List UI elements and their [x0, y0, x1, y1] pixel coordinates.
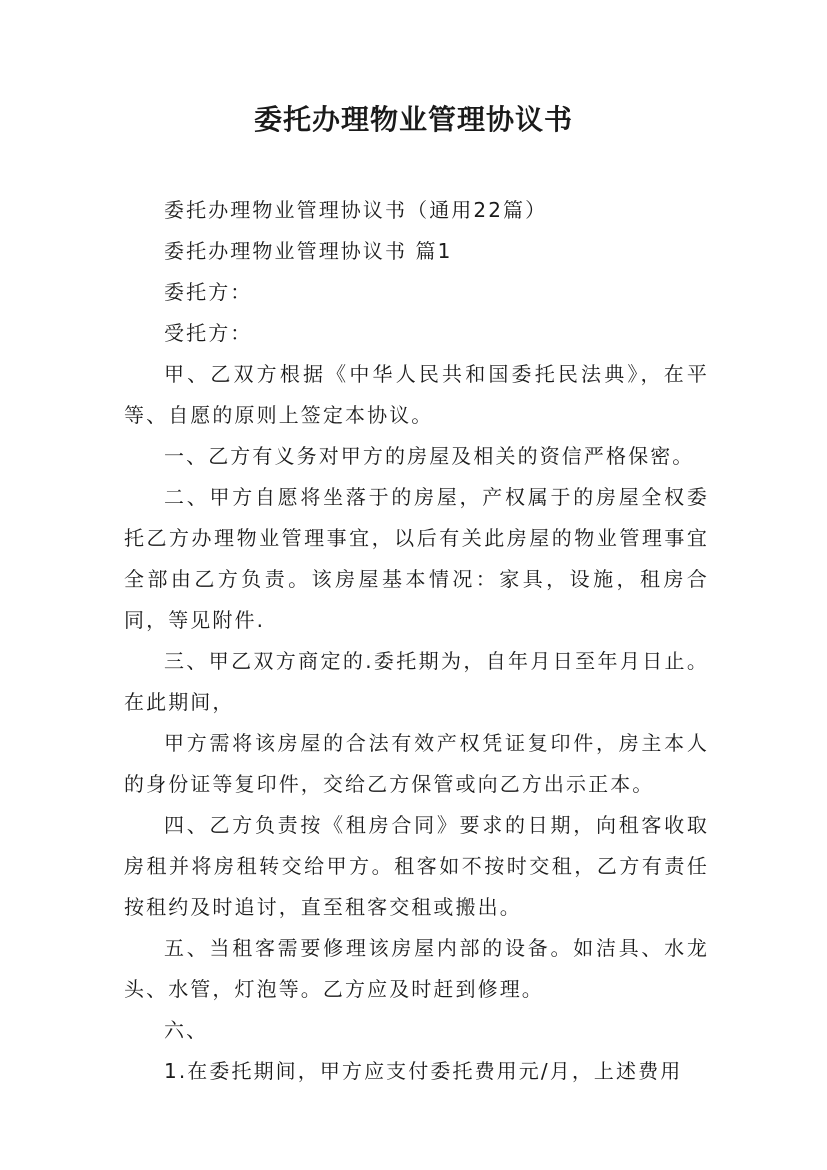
paragraph-clause-6-item-1: 1.在委托期间，甲方应支付委托费用元/月，上述费用	[164, 1059, 683, 1083]
paragraph-clause-3-detail: 甲方需将该房屋的合法有效产权凭证复印件，房主本人的身份证等复印件，交给乙方保管或向乙方出示正本。	[124, 731, 709, 796]
paragraph-clause-6: 六、	[164, 1018, 209, 1042]
paragraph-preamble: 甲、乙双方根据《中华人民共和国委托民法典》，在平等、自愿的原则上签定本协议。	[124, 362, 709, 427]
document-body	[124, 190, 709, 1092]
paragraph-principal: 委托方：	[164, 280, 253, 304]
paragraph-subtitle: 委托办理物业管理协议书（通用22篇）	[164, 198, 548, 222]
paragraph-clause-3: 三、甲乙双方商定的.委托期为，自年月日至年月日止。在此期间，	[124, 649, 709, 714]
paragraph-agent: 受托方：	[164, 321, 253, 345]
paragraph-clause-2: 二、甲方自愿将坐落于的房屋，产权属于的房屋全权委托乙方办理物业管理事宜，以后有关此房屋的物业管理事宜全部由乙方负责。该房屋基本情况：家具，设施，租房合同，等见附件.	[124, 485, 709, 632]
paragraph-clause-1: 一、乙方有义务对甲方的房屋及相关的资信严格保密。	[164, 444, 695, 468]
paragraph-clause-5: 五、当租客需要修理该房屋内部的设备。如洁具、水龙头、水管，灯泡等。乙方应及时赶到修理。	[124, 936, 709, 1001]
paragraph-clause-4: 四、乙方负责按《租房合同》要求的日期，向租客收取房租并将房租转交给甲方。租客如不按时交租，乙方有责任按租约及时追讨，直至租客交租或搬出。	[124, 813, 709, 919]
document-title: 委托办理物业管理协议书	[253, 103, 573, 136]
paragraph-section-heading: 委托办理物业管理协议书 篇1	[164, 239, 453, 263]
